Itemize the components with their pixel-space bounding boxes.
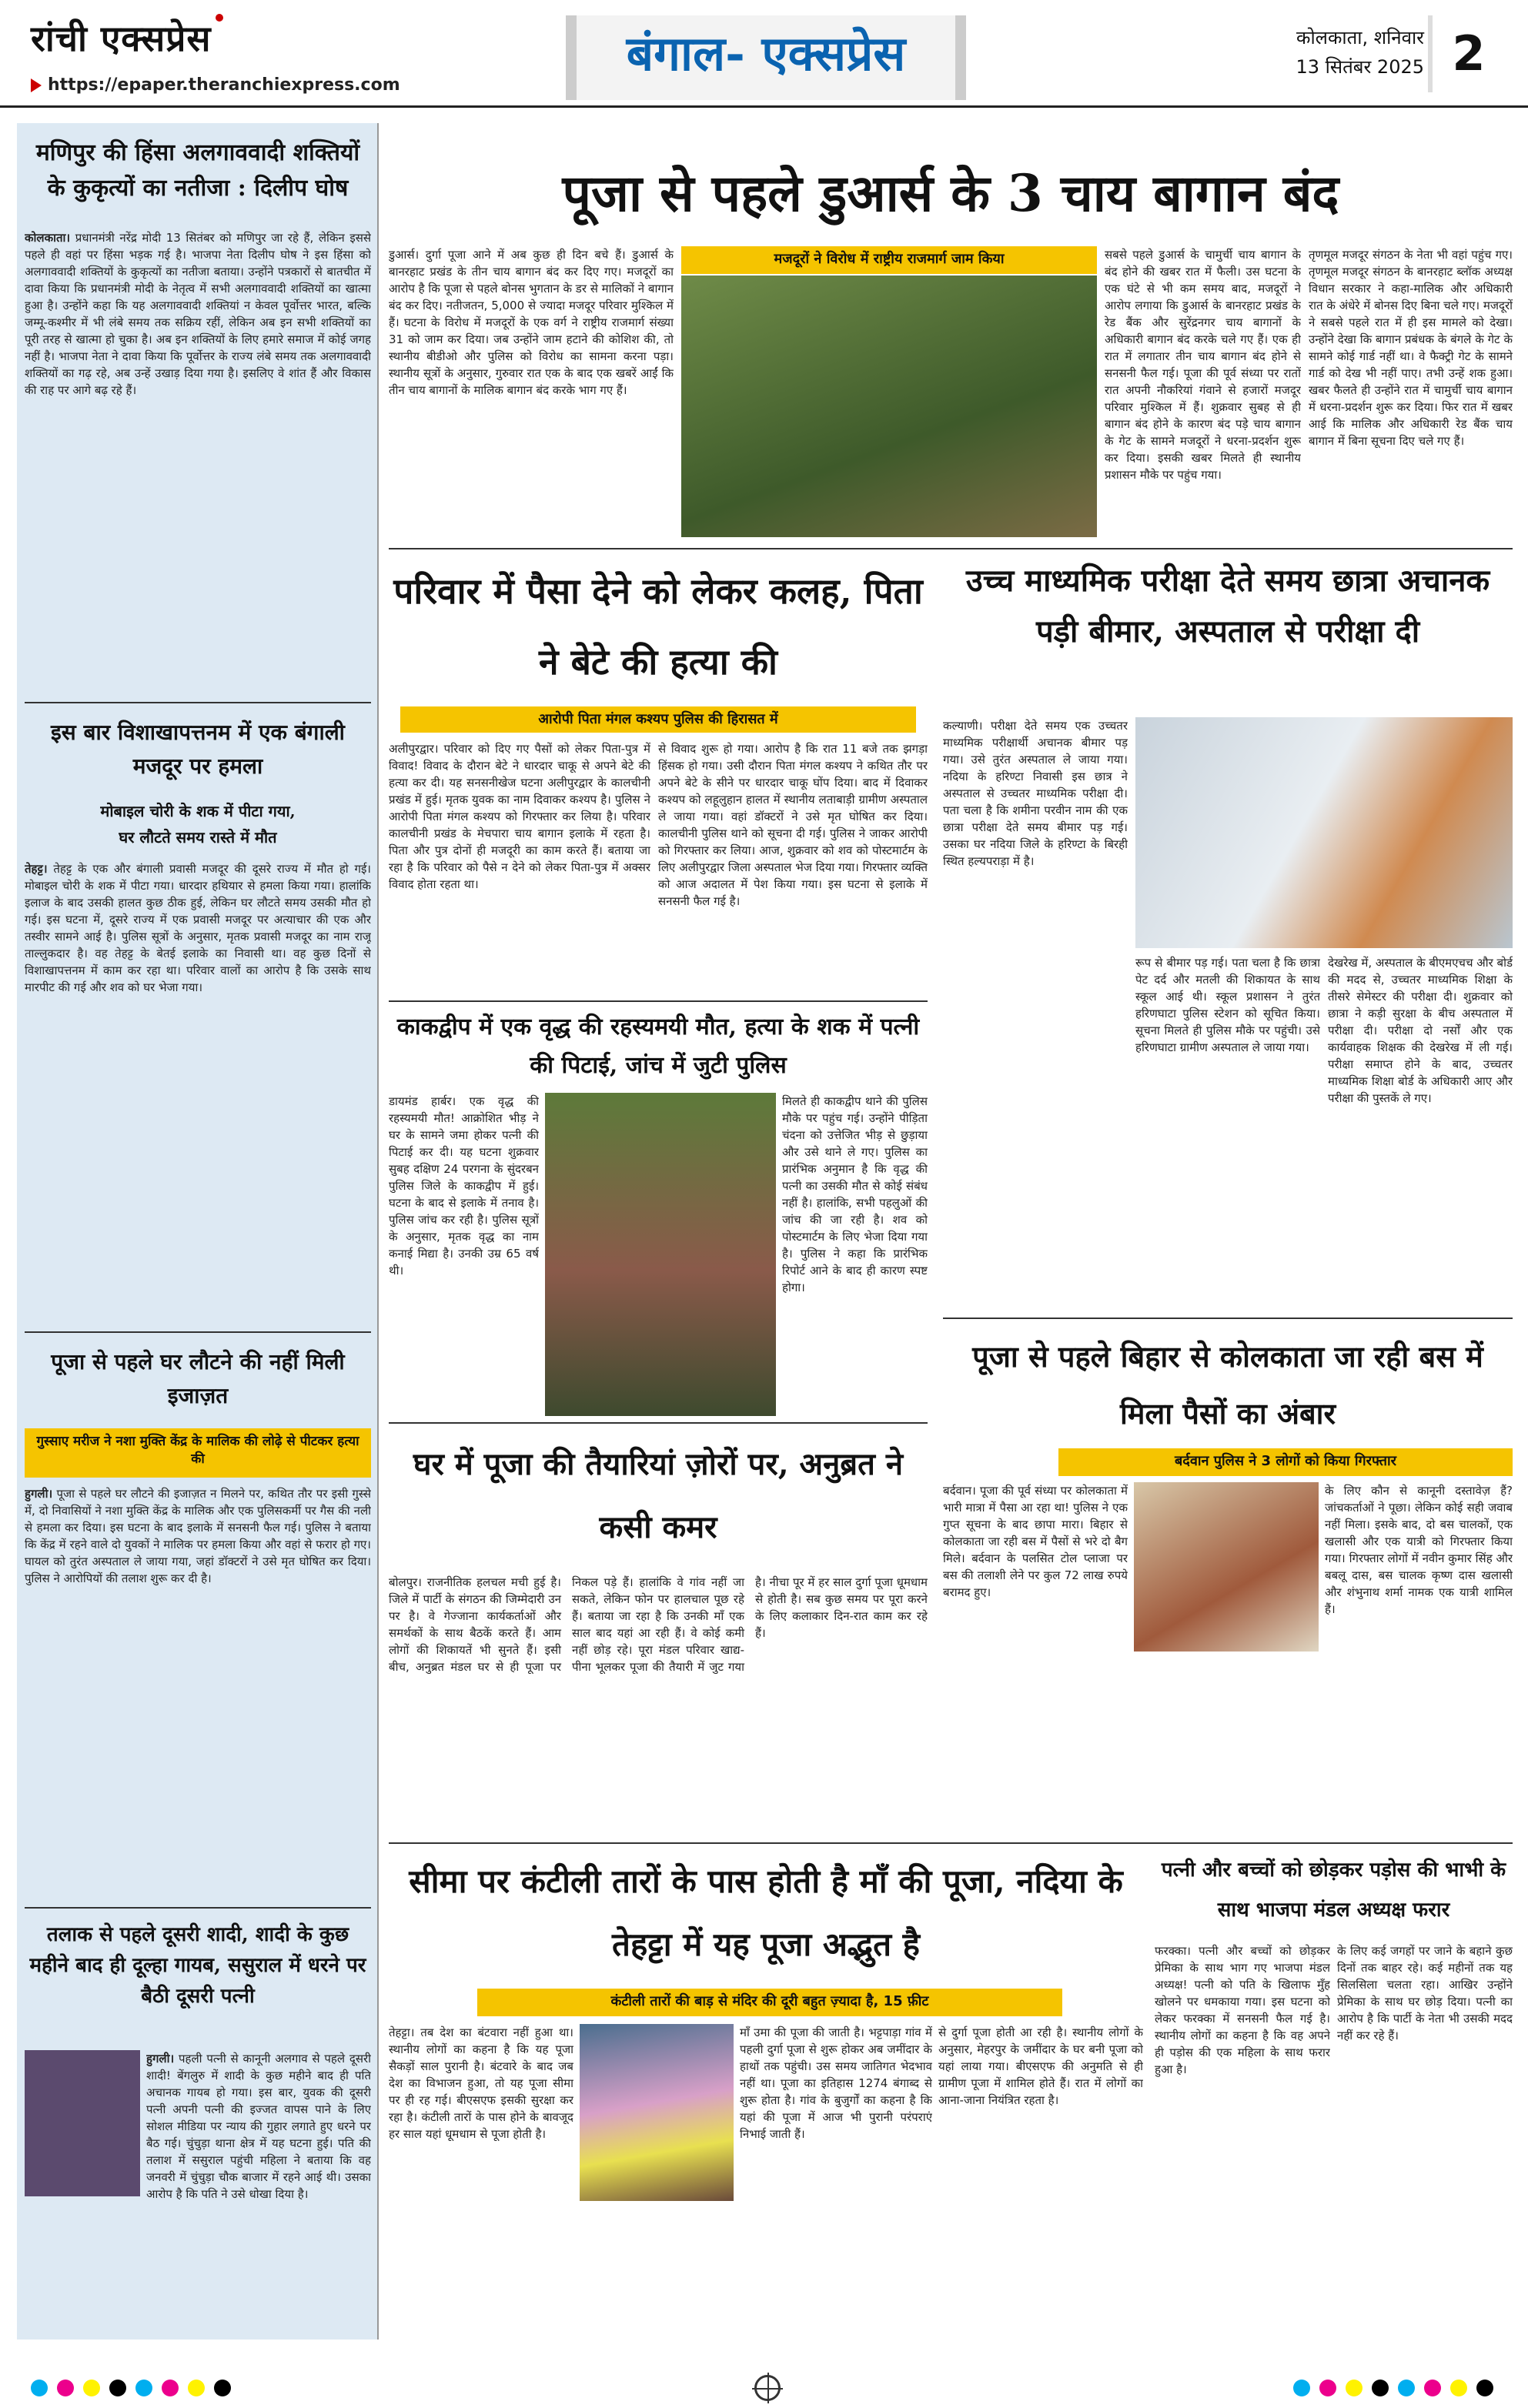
article-headline: घर में पूजा की तैयारियां ज़ोरों पर, अनुब्रत ने कसी कमर (413, 1446, 904, 1545)
article-subhead: बर्दवान पुलिस ने 3 लोगों को किया गिरफ्तार (1058, 1448, 1513, 1476)
issue-date: 13 सितंबर 2025 (1296, 56, 1424, 78)
article-body (25, 229, 371, 691)
article-text: प्रधानमंत्री नरेंद्र मोदी 13 सितंबर को मणिपुर जा रहे हैं, लेकिन इससे पहले ही वहां पर हिंसा भड़क गई है। भाजपा नेता दिलीप घोष ने इस हिंसा को अलगाववादी शक्तियों के कुकृत्यों का नतीजा बताया। उन्होंने पत्रकारों से बातचीत में दावा किया कि प्रधानमंत्री मोदी के नेतृत्व में सभी अलगाववादी शक्तियों का खात्मा हुआ है। उन्होंने कहा कि यह अलगाववादी शक्तियां न केवल पूर्वोत्तर भारत, बल्कि जम्मू-कश्मीर में भी लंबे समय तक सक्रिय रहीं, लेकिन अब इन सभी शक्तियों का पूरी तरह से खात्मा हो चुका है। अब इन शक्तियों के लिए हमारे समाज में कोई जगह नहीं है। भाजपा नेता ने दावा किया कि पूर्वोत्तर के राज्य लंबे समय तक अलगाववादी शक्तियों का गढ़ रहे, अब उन्हें उखाड़ दिया गया है। इसलिए वे शांत हैं और विकास की राह पर आगे बढ़ रहे हैं। (25, 231, 371, 397)
article-body (25, 860, 371, 1322)
epaper-url[interactable]: https://epaper.theranchiexpress.com (31, 75, 508, 99)
dateline-word: हुगली। (146, 2052, 175, 2066)
divider (25, 1331, 371, 1333)
article-body: तृणमूल मजदूर संगठन के नेता भी वहां पहुंच गए। तृणमूल मजदूर संगठन के बानरहाट ब्लॉक अध्यक्ष विधान सरकार ने कहा-मालिक और अधिकारी रात के अंधेरे में बोनस दिए बिना चले गए। मजदूरों ने सबसे पहले रात में ही इस मामले को देखा। उन्होंने देखा कि बागान प्रबंधक के बंगले के गेट के सामने कोई गार्ड नहीं था। वे फैक्ट्री गेट के सामने गार्ड को देख भी नहीं पाए। तभी उन्हें शक हुआ। खबर फैलते ही उन्होंने रात में चामुर्ची चाय बागान में धरना-प्रदर्शन शुरू कर दिया। फिर रात में खबर आई कि मालिक और अधिकारी रेड बैंक चाय बागान में बिना सूचना दिए चले गए हैं। (1309, 248, 1513, 448)
color-dot-icon (1476, 2380, 1493, 2396)
article-headline: काकद्वीप में एक वृद्ध की रहस्यमयी मौत, हत्या के शक में पत्नी की पिटाई, जांच में जुटी पुलिस (396, 1014, 920, 1079)
color-dot-icon (31, 2380, 48, 2396)
divider (389, 1422, 928, 1424)
article-body: बर्दवान। पूजा की पूर्व संध्या पर कोलकाता में भारी मात्रा में पैसा आ रहा था! पुलिस ने एक गुप्त सूचना के बाद छापा मारा। बिहार से कोलकाता जा रही बस में पैसों से भरे दो बैग मिले। बर्दवान के पलसित टोल प्लाजा पर बस की तलाशी लेने पर कुल 72 लाख रुपये बरामद हुए। (943, 1484, 1128, 1599)
article-subhead: घर लौटते समय रास्ते में मौत (119, 828, 277, 847)
arrow-icon (31, 78, 42, 92)
article-body: डायमंड हार्बर। एक वृद्ध की रहस्यमयी मौत! आक्रोशित भीड़ ने घर के सामने जमा होकर पत्नी की पिटाई कर दी। यह घटना शुक्रवार सुबह दक्षिण 24 परगना के सुंदरबन पुलिस जिले के काकद्वीप में हुई। घटना के बाद से इलाके में तनाव है। पुलिस जांच कर रही है। पुलिस सूत्रों के अनुसार, मृतक वृद्ध का नाम कनाई मिद्या है। उनकी उम्र 65 वर्ष थी। (389, 1094, 539, 1277)
dateline (1262, 23, 1424, 92)
village-crowd-photo (545, 1093, 776, 1416)
color-dot-icon (1319, 2380, 1336, 2396)
divider (389, 548, 1513, 549)
article-text: पूजा से पहले घर लौटने की इजाज़त न मिलने पर, कथित तौर पर इसी गुस्से में, दो निवासियों ने नशा मुक्ति केंद्र के मालिक और एक पुलिसकर्मी पर गैस की नली से हमला कर दिया। इस घटना के बाद इलाके में सनसनी फैल गई। पुलिस ने बताया कि केंद्र में रहने वाले दो युवकों ने मालिक पर हमला किया और वहां से फरार हो गए। घायल को तुरंत अस्पताल ले जाया गया, जहां डॉक्टरों ने उसे मृत घोषित कर दिया। पुलिस ने आरोपियों की तलाश शुरू कर दी है। (25, 1487, 371, 1585)
divider (25, 702, 371, 703)
article-subhead: कंटीली तारों की बाड़ से मंदिर की दूरी बहुत ज़्यादा है, 15 फ़ीट (477, 1989, 1062, 2016)
student-hospital-photo (1135, 717, 1513, 948)
article-body: माँ उमा की पूजा की जाती है। भट्टपाड़ा गांव में पहली दुर्गा पूजा से शुरू होकर अब जमींदार के हाथों तक पहुंची। उस समय जातिगत भेदभाव नहीं था। पूजा का इतिहास 1274 बंगाब्द से शुरू होता है। गांव के बुजुर्गों का कहना है कि यहां की पूजा में आज भी पुरानी परंपराएं निभाई जाती हैं। (740, 2026, 932, 2141)
article-headline: पत्नी और बच्चों को छोड़कर पड़ोस की भाभी के साथ भाजपा मंडल अध्यक्ष फरार (1161, 1859, 1506, 1922)
color-dot-icon (1346, 2380, 1362, 2396)
article-body: रूप से बीमार पड़ गई। पता चला है कि छात्रा पेट दर्द और मतली की शिकायत के साथ स्कूल आई थी। स्कूल प्रशासन ने तुरंत हरिणघाटा पुलिस स्टेशन को सूचित किया। सूचना मिलते ही पुलिस मौके पर पहुंची। उसे हरिणघाटा ग्रामीण अस्पताल ले जाया गया। (1135, 956, 1320, 1054)
article-photo (25, 2050, 140, 2196)
color-dot-icon (1424, 2380, 1441, 2396)
newspaper-logo[interactable]: रांची एक्सप्रेस (31, 14, 362, 60)
article-headline: मणिपुर की हिंसा अलगाववादी शक्तियों के कुकृत्यों का नतीजा : दिलीप घोष (35, 139, 360, 202)
color-dot-icon (162, 2380, 179, 2396)
article-headline: इस बार विशाखापत्तनम में एक बंगाली मजदूर पर हमला (51, 720, 345, 779)
article-headline: तलाक से पहले दूसरी शादी, शादी के कुछ महीने बाद ही दूल्हा गायब, ससुराल में धरने पर बैठी दूसरी पत्नी (29, 1923, 366, 2008)
section-title: बंगाल- एक्सप्रेस (626, 25, 906, 82)
article-headline: पूजा से पहले बिहार से कोलकाता जा रही बस में मिला पैसों का अंबार (972, 1339, 1483, 1431)
divider (943, 1318, 1513, 1319)
tea-garden-photo (681, 276, 1097, 537)
color-dot-icon (1450, 2380, 1467, 2396)
article-body: से दुर्गा पूजा होती आ रही है। स्थानीय लोगों के अनुसार, मेहरपुर के जमींदार के घर बनी पूजा को यहां लाया गया। बीएसएफ की अनुमति से ही ग्रामीण पूजा में शामिल होते हैं। रात में लोगों का आना-जाना नियंत्रित रहता है। (938, 2026, 1143, 2107)
article-subhead: आरोपी पिता मंगल कश्यप पुलिस की हिरासत में (400, 706, 916, 733)
city-day: कोलकाता, शनिवार (1296, 27, 1424, 48)
color-dot-icon (1398, 2380, 1415, 2396)
article-body: से विवाद शुरू हो गया। आरोप है कि रात 11 बजे तक झगड़ा हिंसक हो गया। उसी दौरान पिता मंगल कश्यप ने कथित तौर पर अपने बेटे के सीने पर धारदार चाकू घोंप दिया। बाद में दिवाकर कश्यप को लहूलुहान हालत में स्थानीय लताबाड़ी ग्रामीण अस्पताल ले जाया गया। वहां डॉक्टरों ने उसे मृत घोषित कर दिया। कालचीनी पुलिस थाने को सूचना दी गई। पुलिस ने जाकर आरोपी को गिरफ्तार कर लिया। आज, शुक्रवार को शव को पोस्टमार्टम के लिए अलीपुरद्वार जिला अस्पताल भेज दिया गया। गिरफ्तार व्यक्ति को आज अदालत में पेश किया गया। इस घटना से इलाके में सनसनी फैल गई है। (658, 742, 928, 908)
article-subhead: मोबाइल चोरी के शक में पीटा गया, (100, 802, 296, 820)
color-dot-icon (83, 2380, 100, 2396)
article-body: अलीपुरद्वार। परिवार को दिए गए पैसों को लेकर पिता-पुत्र में विवाद! विवाद के दौरान बेटे ने धारदार चाकू से अपने बेटे की हत्या कर दी। यह सनसनीखेज घटना अलीपुरद्वार के कालचीनी प्रखंड में हुई। मृतक युवक का नाम दिवाकर कश्यप है। पुलिस ने आरोपी पिता मंगल कश्यप को गिरफ्तार कर लिया है। परिवार कालचीनी प्रखंड के मेचपारा चाय बागान इलाके में रहता है। पिता और पुत्र दोनों ही मजदूरी का काम करते हैं। बताया जा रहा है कि परिवार को पैसे न देने को लेकर पिता-पुत्र में अक्सर विवाद होता रहता था। (389, 742, 650, 891)
cash-seized-photo (1134, 1482, 1319, 1652)
article-body (25, 1485, 371, 1901)
article-body: के लिए कौन से कानूनी दस्तावेज़ हैं? जांचकर्ताओं ने पूछा। लेकिन कोई सही जवाब नहीं मिला। इसके बाद, दो बस चालकों, एक खलासी और एक यात्री को गिरफ्तार किया गया। गिरफ्तार लोगों में नवीन कुमार सिंह और बबलू दास, बस चालक कृष्ण दास खलासी और शंभुनाथ शर्मा नामक एक यात्री शामिल हैं। (1325, 1484, 1513, 1616)
article-body: बोलपुर। राजनीतिक हलचल मची हुई है। जिले में पार्टी के संगठन की जिम्मेदारी उन पर है। वे गेज्जाना कार्यकर्ताओं और समर्थकों के साथ बैठकें करते हैं। आम लोगों की शिकायतें भी सुनते हैं। इसी बीच, अनुब्रत मंडल घर से ही पूजा पर निकल पड़े हैं। हालांकि वे गांव नहीं जा सकते, लेकिन फोन पर हालचाल पूछ रहे हैं। बताया जा रहा है कि उनकी माँ एक साल बाद यहां आ रही हैं। वे कोई कमी नहीं छोड़ रहे। पूरा मंडल परिवार खाद्य-पीना भूलकर पूजा की तैयारी में जुट गया है। नीचा पूर में हर साल दुर्गा पूजा धूमधाम से होती है। सब कुछ समय पर पूरा करने के लिए कलाकार दिन-रात काम कर रहे हैं। (389, 1575, 928, 1674)
article-body: मिलते ही काकद्वीप थाने की पुलिस मौके पर पहुंच गई। उन्होंने पीड़िता चंदना को उत्तेजित भीड़ से छुड़ाया और उसे थाने ले गए। पुलिस का प्रारंभिक अनुमान है कि वृद्ध की पत्नी का उसकी मौत से कोई संबंध नहीं है। हालांकि, सभी पहलुओं की जांच की जा रही है। शव को पोस्टमार्टम के लिए भेजा दिया गया है। पुलिस ने कहा कि प्रारंभिक रिपोर्ट आने के बाद ही कारण स्पष्ट होगा। (782, 1094, 928, 1294)
article-body: देखरेख में, अस्पताल के बीएमएचच और बोर्ड की मदद से, उच्चतर माध्यमिक शिक्षा के तीसरे सेमेस्टर की परीक्षा दी। शुक्रवार को छात्रा ने कड़ी सुरक्षा के बीच अस्पताल में परीक्षा दी। परीक्षा दो नर्सों और एक कार्यवाहक शिक्षक की देखरेख में ली गई। परीक्षा समाप्त होने के बाद, उच्चतर माध्यमिक शिक्षा बोर्ड के अधिकारी आए और परीक्षा की पुस्तकें ले गए। (1328, 956, 1513, 1105)
article-headline: पूजा से पहले घर लौटने की नहीं मिली इजाज़त (51, 1349, 345, 1408)
dateline-word: कोलकाता। (25, 231, 71, 245)
color-dot-icon (135, 2380, 152, 2396)
article-body: डुआर्स। दुर्गा पूजा आने में अब कुछ ही दिन बचे हैं। डुआर्स के बानरहाट प्रखंड के तीन चाय बागान बंद कर दिए गए। मजदूरों का आरोप है कि पूजा से पहले बोनस भुगतान के डर से मालिकों ने बागान बंद कर दिए। नतीजतन, 5,000 से ज्यादा मजदूर परिवार मुश्किल में हैं। घटना के विरोध में मजदूरों के एक वर्ग ने राष्ट्रीय राजमार्ग संख्या 31 को जाम कर दिया। जब उन्होंने जाम हटाने की कोशिश की, तो स्थानीय बीडीओ और पुलिस को विरोध का सामना करना पड़ा। स्थानीय सूत्रों के अनुसार, गुरुवार रात एक के बाद एक खबरें आईं कि तीन चाय बागानों के मालिक बागान बंद करके भाग गए हैं। (389, 248, 674, 397)
photo-caption: मजदूरों ने विरोध में राष्ट्रीय राजमार्ग जाम किया (681, 246, 1097, 274)
divider (25, 1907, 371, 1909)
color-dot-icon (1293, 2380, 1310, 2396)
puja-pandal-photo (580, 2024, 734, 2201)
article-body: तेहट्टा। तब देश का बंटवारा नहीं हुआ था। स्थानीय लोगों का कहना है कि यह पूजा सैकड़ों साल पुरानी है। बंटवारे के बाद जब देश का विभाजन हुआ, तो यह पूजा सीमा पर ही रह गई। बीएसएफ इसकी सुरक्षा कर रहा है। कंटीली तारों के पास होने के बावजूद हर साल यहां धूमधाम से पूजा होती है। (389, 2026, 573, 2141)
lead-headline: पूजा से पहले डुआर्स के 3 चाय बागान बंद (562, 163, 1339, 223)
color-dot-icon (109, 2380, 126, 2396)
left-column (17, 123, 379, 2340)
section-banner (566, 15, 966, 100)
article-body (146, 2050, 371, 2335)
dateline-word: हुगली। (25, 1487, 53, 1501)
color-dot-icon (188, 2380, 205, 2396)
article-body: कल्याणी। परीक्षा देते समय एक उच्चतर माध्यमिक परीक्षार्थी अचानक बीमार पड़ गया। उसे तुरंत अस्पताल ले जाया गया। नदिया के हरिण्टा निवासी इस छात्र ने अस्पताल से उच्चतर माध्यमिक परीक्षा दी। पता चला है कि शमीना परवीन नाम की एक छात्रा परीक्षा देते समय बीमार पड़ गई। उसका घर नदिया जिले के हरिण्टा के बिरही स्थित हल्यपराड़ा में है। (943, 719, 1128, 868)
print-color-bar (0, 2370, 1528, 2408)
article-body: फरक्का। पत्नी और बच्चों को छोड़कर प्रेमिका के साथ भाग गए भाजपा मंडल अध्यक्ष! पत्नी को पति के खिलाफ मुँह खोलने पर धमकाया गया। इस घटना को लेकर फरक्का में सनसनी फैल गई है। स्थानीय लोगों का कहना है कि वह अपने ही पड़ोस की एक महिला के साथ फरार हुआ है। (1155, 1944, 1330, 2076)
color-dot-icon (1372, 2380, 1389, 2396)
article-body: सबसे पहले डुआर्स के चामुर्ची चाय बागान के बंद होने की खबर रात में फैली। उस घटना के एक घंटे से भी कम समय बाद, मजदूरों ने आरोप लगाया कि डुआर्स के बानरहाट प्रखंड के रेड बैंक और सुरेंद्रनगर चाय बागानों के अधिकारी बागान बंद करके चले गए हैं। एक ही रात में लगातार तीन चाय बागान बंद होने से सनसनी फैल गई। पूजा की पूर्व संध्या पर रातों रात अपनी नौकरियां गंवाने से हजारों मजदूर परिवार मुश्किल में हैं। शुक्रवार सुबह से ही बागान बंद होने के कारण बंद पड़े चाय बागान के गेट के सामने मजदूरों ने धरना-प्रदर्शन शुरू कर दिया। इसकी खबर मिलते ही स्थानीय प्रशासन मौके पर पहुंच गया। (1105, 248, 1301, 482)
article-text: पहली पत्नी से कानूनी अलगाव से पहले दूसरी शादी! बेंगलुरु में शादी के कुछ महीने बाद ही पति अचानक गायब हो गया। इस बार, युवक की दूसरी पत्नी अपनी पत्नी की इज्जत वापस पाने के लिए सोशल मीडिया पर न्याय की गुहार लगाते हुए धरने पर बैठ गई। चुंचुड़ा थाना क्षेत्र में यह घटना हुई। पति की तलाश में ससुराल पहुंची महिला ने बताया कि वह जनवरी में चुंचुड़ा चौक बाजार में रहने आई थी। उसका आरोप है कि पति ने उसे धोखा दिया है। (146, 2052, 371, 2201)
color-dot-icon (214, 2380, 231, 2396)
article-text: तेहट्ट के एक और बंगाली प्रवासी मजदूर की दूसरे राज्य में मौत हो गई। मोबाइल चोरी के शक में पीटा गया। धारदार हथियार से हमला किया गया। हालांकि इलाज के बाद उसकी हालत कुछ ठीक हुई, लेकिन घर लौटते समय उसकी मौत हो गई। इस घटना में, दूसरे राज्य में एक प्रवासी मजदूर पर अत्याचार की एक और तस्वीर सामने आई है। पुलिस सूत्रों के अनुसार, मृतक प्रवासी मजदूर का नाम राजू ताल्लुकदार है। वह तेहट्ट के बेतई इलाके का निवासी था। वह कुछ दिनों से विशाखापत्तनम में काम कर रहा था। परिवार वालों का आरोप है कि उसके साथ मारपीट की गई और शव को घर भेजा गया। (25, 862, 371, 994)
color-dot-icon (57, 2380, 74, 2396)
article-headline: सीमा पर कंटीली तारों के पास होती है माँ की पूजा, नदिया के तेहट्टा में यह पूजा अद्भुत है (409, 1862, 1123, 1963)
article-headline: उच्च माध्यमिक परीक्षा देते समय छात्रा अचानक पड़ी बीमार, अस्पताल से परीक्षा दी (965, 563, 1490, 650)
logo-dot-icon (216, 14, 223, 22)
page-number: 2 (1428, 15, 1505, 92)
registration-mark-icon (754, 2375, 781, 2401)
article-headline: परिवार में पैसा देने को लेकर कलह, पिता ने बेटे की हत्या की (393, 570, 923, 683)
masthead (0, 0, 1528, 108)
divider (389, 1842, 1513, 1844)
dateline-word: तेहट्ट। (25, 862, 48, 876)
divider (389, 1000, 928, 1002)
article-subhead: गुस्साए मरीज ने नशा मुक्ति केंद्र के मालिक की लोढ़े से पीटकर हत्या की (25, 1428, 371, 1478)
article-body: के लिए कई जगहों पर जाने के बहाने कुछ दिनों तक बाहर रहे। कई महीनों तक यह सिलसिला चलता रहा। आखिर उन्होंने प्रेमिका के साथ घर छोड़ दिया। पत्नी का आरोप है कि पार्टी के नेता भी उसकी मदद नहीं कर रहे हैं। (1337, 1944, 1513, 2042)
